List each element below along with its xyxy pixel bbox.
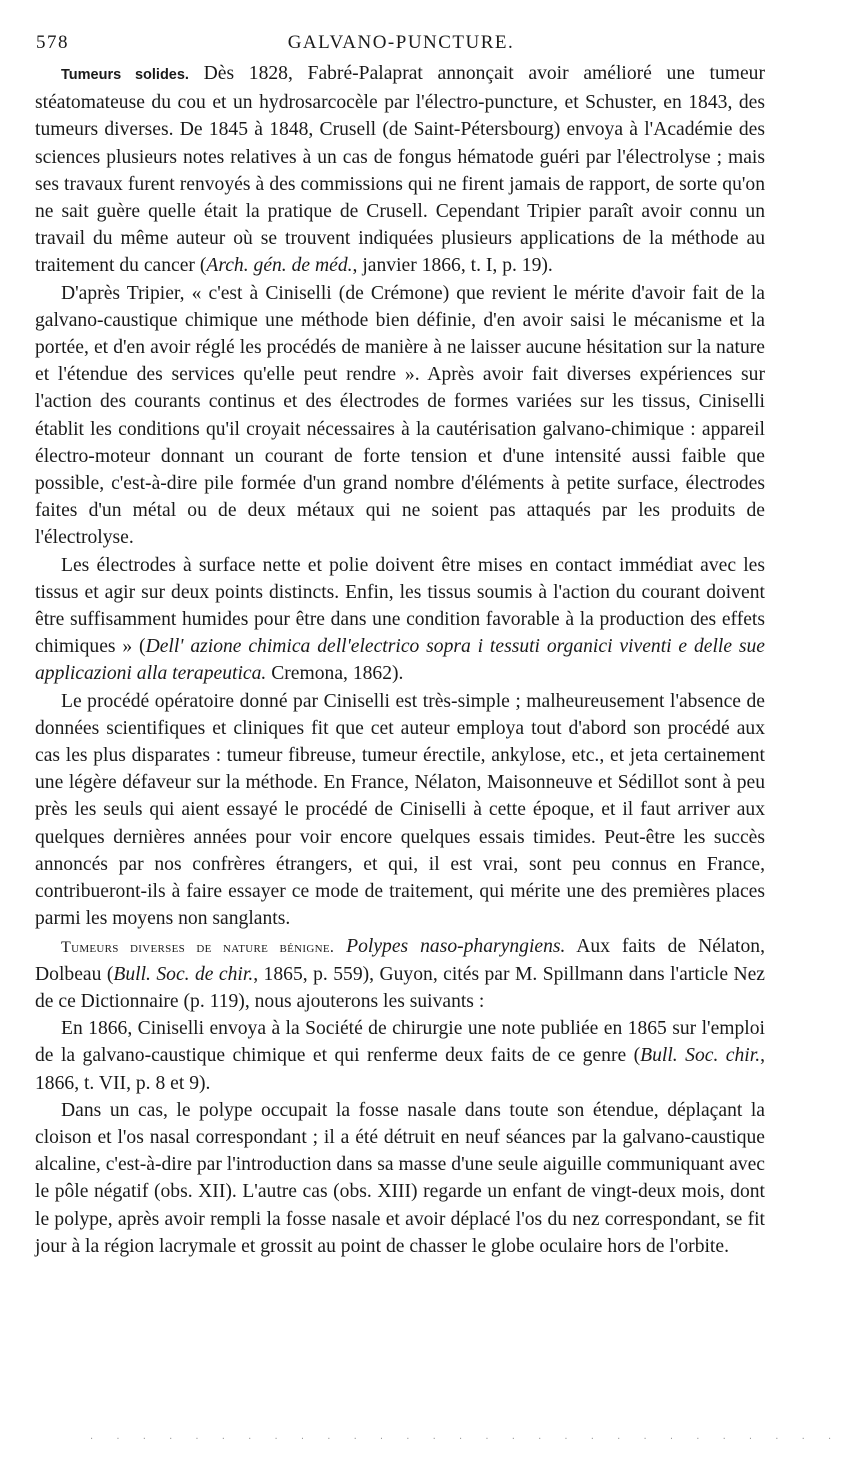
paragraph-text: Aux faits de Nélaton, Dolbeau (: [35, 935, 765, 985]
page-header: [36, 32, 766, 58]
citation: Bull. Soc. de chir.: [113, 963, 254, 985]
paragraph-tail: Cremona, 1862).: [266, 663, 404, 685]
paragraph-tail: , 1866, t. VII, p. 8 et 9).: [35, 1045, 765, 1094]
scan-specks: · · · · · · · · · · · · · · · · · · · · · · · · · · · · ·: [90, 1434, 841, 1445]
paragraph-1866: [35, 1015, 765, 1097]
paragraph-text: En 1866, Ciniselli envoya à la Société de chirurgie une note publiée en 1865 sur l'emploi de la galvano-caustique chimique et qui renferme deux faits de ce genre (: [35, 1018, 765, 1067]
section-lead: Tumeurs diverses de nature bénigne.: [61, 938, 335, 956]
paragraph-tumeurs-solides: [35, 60, 765, 280]
paragraph-tail: , janvier 1866, t. I, p. 19).: [352, 255, 553, 277]
running-head: GALVANO-PUNCTURE.: [287, 32, 515, 53]
paragraph-electrodes: [35, 552, 765, 688]
paragraph-tail: , 1865, p. 559), Guyon, cités par M. Spillmann dans l'article Nez de ce Dictionnaire (p. 119), nous ajouterons les suivants :: [35, 963, 766, 1012]
paragraph-tripier: D'après Tripier, « c'est à Ciniselli (de Crémone) que revient le mérite d'avoir fait de la galvano-caustique chimique une méthode bien définie, d'en avoir saisi le mécanisme et la portée, et d'en avoir réglé les procédés de manière à ne laisser aucune hésitation sur la nature et l'étendue des services qu'elle peut rendre ». Après avoir fait diverses expériences sur l'action des courants continus et des électrodes de formes variées sur les tissus, Ciniselli établit les conditions qu'il croyait nécessaires à la cautérisation galvano-chimique : appareil électro-moteur donnant un courant de forte tension et d'une intensité aussi faible que possible, c'est-à-dire pile formée d'un grand nombre d'éléments à petite surface, électrodes faites d'un métal ou de deux métaux qui ne soient pas attaqués par les produits de l'électrolyse.: [35, 282, 765, 549]
paragraph-text: Les électrodes à surface nette et polie doivent être mises en contact immédiat avec les tissus et agir sur deux points distincts. Enfin, les tissus soumis à l'action du courant doivent être suffisamment humides pour être dans une condition favorable à la production des effets chimiques » (: [35, 554, 765, 658]
citation: Dell' azione chimica dell'electrico sopra i tessuti organici viventi e delle sue applicazioni alla terapeutica.: [35, 636, 766, 685]
body-text: [35, 60, 765, 1260]
paragraph-procede: Le procédé opératoire donné par Ciniselli est très-simple ; malheureusement l'absence de données scientifiques et cliniques fit que cet auteur employa tout d'abord son procédé aux cas les plus disparates : tumeur fibreuse, tumeur érectile, ankylose, etc., et jeta certainement une légère défaveur sur la méthode. En France, Nélaton, Maisonneuve et Sédillot sont à peu près les seuls qui aient essayé le procédé de Ciniselli à cette époque, et il faut arriver aux quelques dernières années pour voir encore quelques essais timides. Peut-être les succès annoncés par nos confrères étrangers, et qui, il est vrai, sont peu connus en France, contribueront-ils à faire essayer ce mode de traitement, qui mérite une des premières places parmi les moyens non sanglants.: [35, 690, 765, 930]
section-lead: Tumeurs solides.: [61, 67, 189, 83]
paragraph-dans-un-cas: Dans un cas, le polype occupait la fosse nasale dans toute son étendue, déplaçant la cloison et l'os nasal correspondant ; il a été détruit en neuf séances par la galvano-caustique alcaline, c'est-à-dire par l'introduction dans sa masse d'une seule aiguille communiquant avec le pôle négatif (obs. XII). L'autre cas (obs. XIII) regarde un enfant de vingt-deux mois, dont le polype, après avoir rempli la fosse nasale et avoir déplacé l'os du nez correspondant, se fit jour à la région lacrymale et grossit au point de chasser le globe oculaire hors de l'orbite.: [35, 1099, 765, 1257]
paragraph-text: Dès 1828, Fabré-Palaprat annonçait avoir amélioré une tumeur stéatomateuse du cou et un hydrosarcocèle par l'électro-puncture, et Schuster, en 1843, des tumeurs diverses. De 1845 à 1848, Crusell (de Saint-Pétersbourg) envoya à l'Académie des sciences plusieurs notes relatives à un cas de fongus hématode guéri par l'électrolyse ; mais ses travaux furent renvoyés à des commissions qui ne firent jamais de rapport, de sorte qu'on ne sait guère quelle était la pratique de Crusell. Cependant Tripier paraît avoir connu un travail du même auteur où se trouvent indiquées plusieurs applications de la méthode au traitement du cancer (: [35, 63, 765, 277]
page-number: 578: [36, 32, 69, 53]
section-subtitle: Polypes naso-pharyngiens.: [334, 935, 566, 957]
citation: Arch. gén. de méd.: [206, 255, 353, 277]
citation: Bull. Soc. chir.: [640, 1045, 761, 1067]
paragraph-tumeurs-diverses: [35, 933, 765, 1016]
